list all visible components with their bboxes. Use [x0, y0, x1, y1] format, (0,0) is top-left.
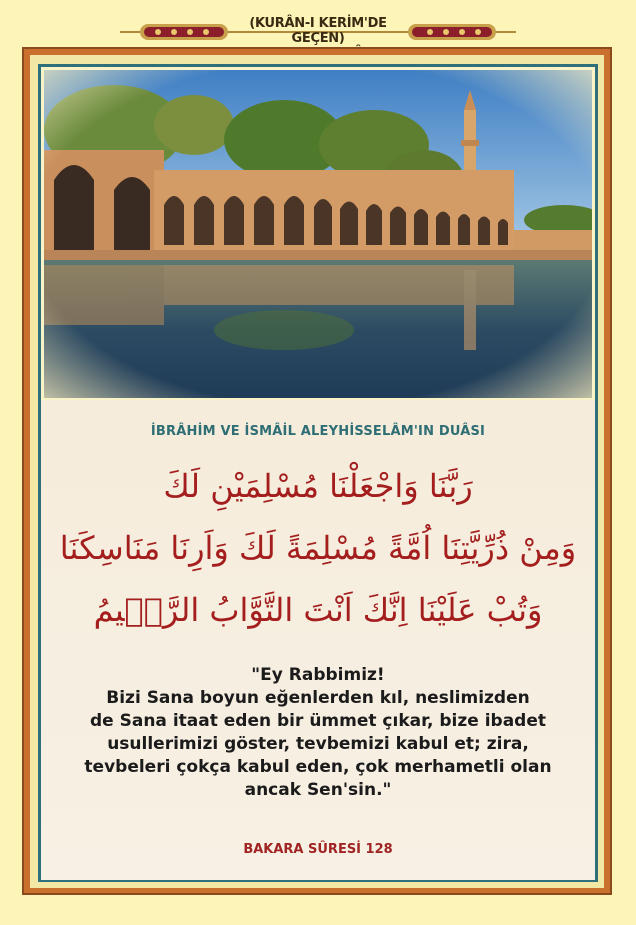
arabic-verse-line-1: رَبَّنَا وَاجْعَلْنَا مُسْلِمَيْنِ لَكَ	[163, 467, 473, 505]
mosque-photo	[44, 70, 592, 398]
turkish-translation	[51, 664, 585, 802]
mosque-pool-image	[44, 70, 592, 398]
translation-line: "Ey Rabbimiz!	[251, 665, 385, 685]
translation-line: de Sana itaat eden bir ümmet çıkar, bize ibadet	[90, 711, 546, 731]
prayer-card	[41, 400, 595, 880]
translation-line: tevbeleri çokça kabul eden, çok merhametli olan	[84, 757, 552, 777]
translation-line: Bizi Sana boyun eğenlerden kıl, neslimizden	[106, 688, 530, 708]
translation-line: ancak Sen'sin."	[244, 780, 392, 800]
prayer-title: İBRÂHİM VE İSMÂİL ALEYHİSSELÂM'IN DUÂSI	[150, 424, 486, 439]
ornament-right-icon	[406, 20, 498, 44]
translation-line: usullerimizi göster, tevbemizi kabul et; zira,	[107, 734, 529, 754]
verse-source: BAKARA SÛRESİ 128	[243, 842, 393, 857]
arabic-verse-line-2: وَمِنْ ذُرِّيَّتِنَا اُمَّةً مُسْلِمَةً لَكَ وَاَرِنَا مَنَاسِكَنَا	[59, 529, 577, 567]
arabic-verse-line-3: وَتُبْ عَلَيْنَا اِنَّكَ اَنْتَ التَّوَّابُ الرَّح۪يمُ	[93, 591, 543, 629]
header-title-line1: (KURÂN-I KERİM'DE GEÇEN)	[249, 16, 387, 46]
ornament-left-icon	[138, 20, 230, 44]
